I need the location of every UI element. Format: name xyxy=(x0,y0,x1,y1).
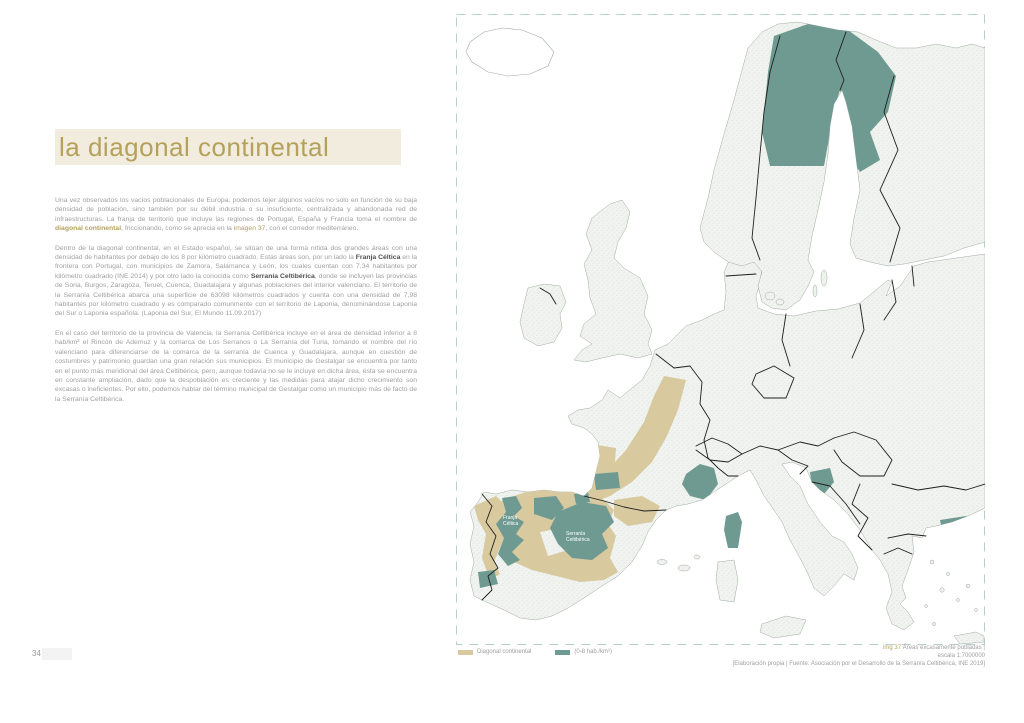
figure-caption xyxy=(565,645,985,668)
crete xyxy=(954,632,984,644)
mallorca-island xyxy=(678,565,690,571)
iceland xyxy=(466,28,554,76)
aegean-islands xyxy=(925,560,978,626)
franja-celtica-label: Céltica xyxy=(503,521,519,527)
europe-map-figure xyxy=(456,14,985,645)
landes-region xyxy=(594,472,620,490)
corsica-region xyxy=(724,512,742,548)
franja-celtica-label: Franja xyxy=(503,515,518,521)
page-number: 34 xyxy=(32,649,41,658)
body-paragraph: Una vez observados los vacíos poblacionales de Europa, podemos tejer algunos vacíos no solo en función de su baja densidad de población, sino también por su débil industria o su insuficiente, centralizada y abandonada red de infraestructuras. La franja de territorio que incluye las regiones de Portugal, España y Francia toma el nombre de diagonal continental, friccionando, como se aprecia en la imagen 37, con el corredor mediterráneo. xyxy=(55,197,417,233)
page-title: la diagonal continental xyxy=(59,132,330,162)
ibiza-island xyxy=(657,560,667,565)
legend-item xyxy=(458,649,531,655)
body-text-column xyxy=(55,196,417,414)
title-band xyxy=(55,129,401,165)
footer-decorative-strip xyxy=(42,648,72,660)
europe-map-svg xyxy=(456,14,985,645)
gotland-island xyxy=(821,270,827,286)
caption-line-1: img 37 Áreas excasamente pobladas | xyxy=(883,645,985,651)
sardinia xyxy=(716,560,738,602)
serrania-celtiberica-label: Celtibérica xyxy=(566,537,590,543)
denmark-island xyxy=(765,292,775,300)
legend-label: (0-8 hab./km²) xyxy=(574,649,613,655)
southern-alps-region xyxy=(704,496,718,510)
caption-scale: escala 1:7000000 xyxy=(937,652,985,659)
oland-island xyxy=(813,285,817,297)
ireland xyxy=(520,284,566,346)
legend-swatch xyxy=(458,650,473,655)
serrania-celtiberica-label: Serranía xyxy=(566,531,586,537)
body-paragraph: Dentro de la diagonal continental, en el Estado español, se sitúan de una forma nítida dos grandes áreas con una densidad de habitantes por debajo de los 8 por kilómetro cuadrado. Estas áreas son, por un lado la Franja Céltica en la frontera con Portugal, con municipios de Zamora, Salamanca y León, los cuales cuentan con 7,34 habitantes por kilómetro cuadrado (INE 2014) y por otro lado la conocida como Serranía Celtibérica, donde se incluyen las provincias de Soria, Burgos, Zaragoza, Teruel, Cuenca, Guadalajara y algunas poblaciones del interior valenciano. El territorio de la Serranía Celtibérica abarca una superficie de 63098 kilómetros cuadrados y cuenta con una densidad de 7,98 habitantes por kilómetro cuadrado y es comparado comunmente con el territorio de Laponia, denominándose Laponia del Sur o Laponia española. (Laponia del Sur, El Mundo 11.09.2017) xyxy=(55,244,417,318)
image-reference: img 37 xyxy=(883,645,902,651)
menorca-island xyxy=(694,555,700,559)
legend-label: Diagonal continental xyxy=(477,649,532,655)
body-paragraph: En el caso del territorio de la provincia de Valencia, la Serranía Celtibérica incluye en el área de densidad inferior a 8 hab/km² el Rincón de Ademuz y la comarca de Los Serranos o La Serranía del Turia, tomando el nombre del río valenciano para diferenciarse de la comarca de la serranía de Cuenca y Guadalajara, aunque en cuestión de costumbres y patrimonio guardan una gran relación sus municipios. El municipio de Gestalgar se encuentra por tanto en el punto más meridional del área Celtibérica, pero, aunque todavía no se le incluye en dicha área, ésta se encuentra en constante ampliación, dado que la despoblación es creciente y las medidas para atajar dicho crecimiento son excasas o ineficientes. Por ello, podemos hablar del término municipal de Gestalgar como un municipio más de facto de la Serranía Celtibérica. xyxy=(55,329,417,403)
denmark-island xyxy=(776,299,784,305)
sicily xyxy=(760,616,806,638)
great-britain xyxy=(574,200,652,362)
caption-source: [Elaboración propia | Fuente: Asociación por el Desarrollo de la Serranía Celtibérica, INE 2019] xyxy=(732,660,985,667)
